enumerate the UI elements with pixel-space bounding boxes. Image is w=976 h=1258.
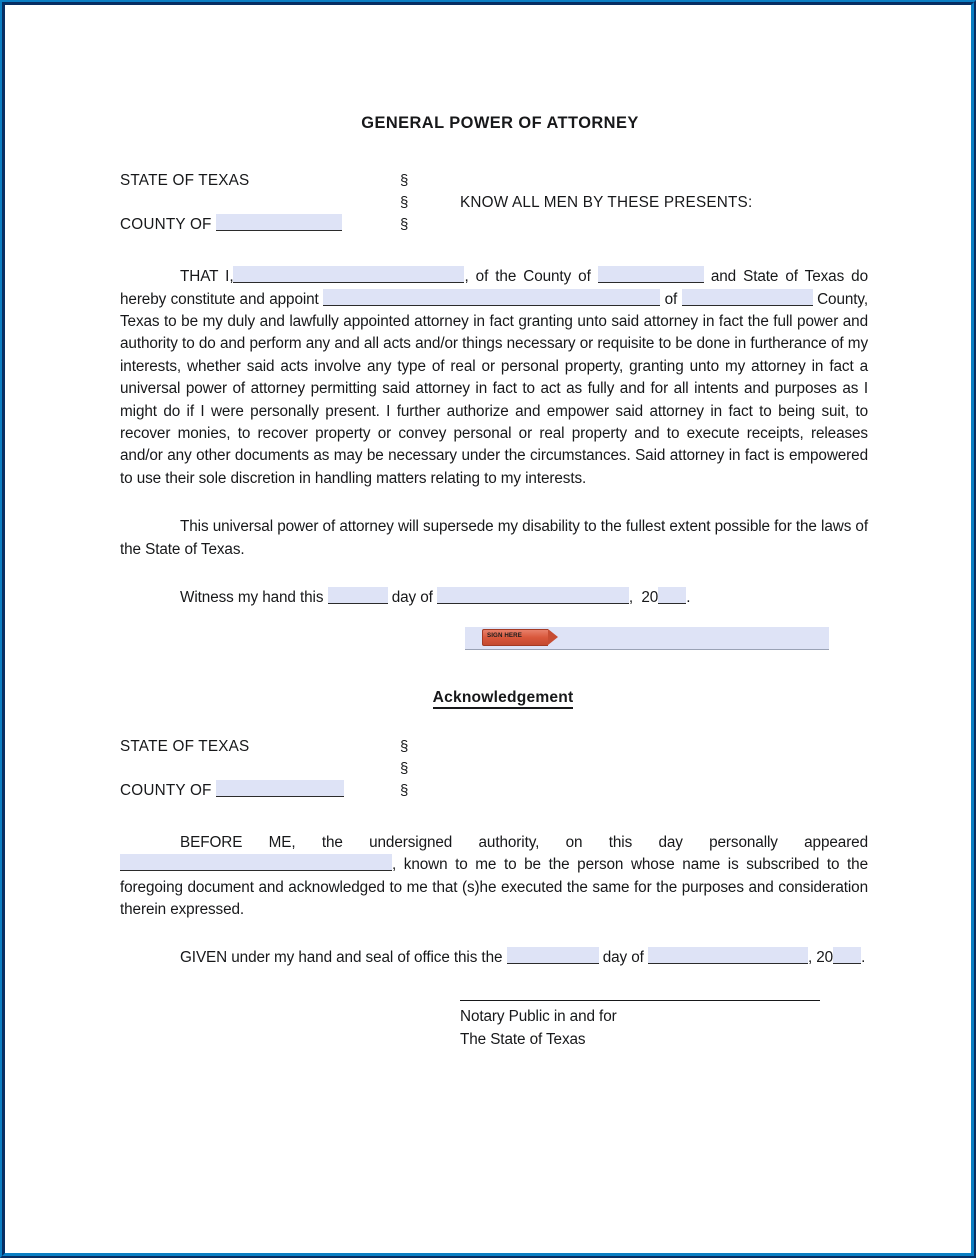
section-symbol: § (400, 194, 409, 212)
venue-blank-label (120, 192, 400, 214)
know-all-men-text: KNOW ALL MEN BY THESE PRESENTS: (460, 194, 753, 212)
witness-day-field[interactable] (328, 587, 388, 604)
witness-period: . (686, 589, 691, 607)
grant-body-text: County, Texas to be my duly and lawfully appointed attorney in fact granting unto said attorney in fact the full power and authority to do and perform any and all acts and/or things necessary or requisite to be done in furtherance of my interests, whether said acts involve any type of real or personal property, granting unto my attorney in fact a universal power of attorney permitting said attorney in fact to act as fully and for all intents and purposes as I might do if I were personally present. I further authorize and empower said attorney in fact to being suit, to recover monies, to recover property or convey personal or real property and to execute receipts, releases and/or any other documents as may be necessary under the circumstances. Said attorney in fact is empowered to use their sole discretion in handling matters relating to my interests. (120, 290, 868, 487)
grant-after-appointee-text: of (664, 290, 678, 308)
ack-venue-row-county (120, 780, 868, 802)
state-of-texas-label: STATE OF TEXAS (120, 172, 250, 190)
county-of-row (120, 214, 400, 236)
acknowledgement-heading-text: Acknowledgement (433, 689, 574, 709)
spacer (120, 710, 868, 736)
county-of-label: COUNTY OF (120, 216, 212, 234)
witness-day-of-text: day of (391, 589, 433, 607)
given-comma: , (807, 949, 817, 967)
page-title: GENERAL POWER OF ATTORNEY (361, 114, 639, 132)
section-symbol: § (400, 781, 409, 799)
notary-signature-block (120, 1000, 868, 1051)
given-day-field[interactable] (507, 947, 599, 964)
given-day-of-text: day of (602, 949, 644, 967)
given-paragraph (120, 947, 868, 969)
document-sheet (8, 8, 968, 1250)
section-symbol: § (400, 172, 409, 190)
grant-paragraph (120, 266, 868, 490)
signature-field[interactable] (465, 627, 829, 650)
spacer (120, 921, 868, 947)
spacer (120, 653, 868, 687)
ack-county-of-label: COUNTY OF (120, 781, 212, 799)
sign-here-tag-icon[interactable] (482, 629, 548, 646)
section-symbol: § (400, 737, 409, 755)
before-me-paragraph (120, 832, 868, 922)
given-year-field[interactable] (833, 947, 861, 964)
before-me-lead-text: BEFORE ME, the undersigned authority, on this day personally appeared (180, 833, 868, 851)
spacer (120, 246, 868, 266)
county-field[interactable] (216, 214, 342, 231)
attorney-county-field[interactable] (682, 289, 813, 306)
spacer (120, 490, 868, 516)
venue-row-county (120, 214, 868, 236)
signature-row (120, 627, 868, 653)
ack-state-of-texas-label: STATE OF TEXAS (120, 737, 250, 755)
sign-here-tag-label: SIGN HERE (487, 632, 522, 640)
witness-year-prefix: 20 (641, 589, 659, 607)
witness-lead-text: Witness my hand this (180, 589, 324, 607)
principal-county-field[interactable] (598, 266, 704, 283)
venue-row-state (120, 170, 868, 192)
given-lead-text: GIVEN under my hand and seal of office this the (180, 949, 503, 967)
ack-venue-row-state (120, 736, 868, 758)
grant-after-name-text: , of the County of (464, 268, 591, 286)
grant-after-county-text: and State of Texas do hereby constitute and appoint (120, 268, 868, 308)
attorney-in-fact-name-field[interactable] (323, 289, 660, 306)
witness-month-field[interactable] (437, 587, 629, 604)
supersede-paragraph: This universal power of attorney will supersede my disability to the fullest extent possible for the laws of the State of Texas. (120, 518, 868, 558)
section-symbol: § (400, 759, 409, 777)
know-all-men-spacer (460, 170, 464, 192)
spacer (120, 561, 868, 587)
venue-row-middle (120, 192, 868, 214)
ack-county-field[interactable] (216, 780, 344, 797)
given-period: . (861, 949, 866, 967)
witness-year-field[interactable] (658, 587, 686, 604)
given-year-prefix: 20 (816, 949, 834, 967)
ack-venue-blank-label (120, 758, 400, 780)
spacer (120, 812, 868, 832)
ack-venue-row-middle (120, 758, 868, 780)
venue-block (120, 170, 868, 236)
notary-signature-rule[interactable] (460, 1000, 820, 1001)
acknowledgement-heading (120, 687, 868, 709)
witness-line (120, 587, 868, 609)
before-me-rest-text: , known to me to be the person whose name is subscribed to the foregoing document and acknowledged to me that (s)he executed the same for the purposes and consideration therein expressed. (120, 856, 868, 918)
witness-comma: , (628, 589, 642, 607)
acknowledgement-venue-block (120, 736, 868, 802)
notary-public-line2: The State of Texas (460, 1030, 586, 1048)
document-body (120, 112, 868, 1051)
venue-row-county-spacer (460, 214, 464, 236)
section-symbol: § (400, 216, 409, 234)
given-month-field[interactable] (648, 947, 808, 964)
appearing-person-name-field[interactable] (120, 854, 392, 871)
grant-lead-text: THAT I, (180, 268, 234, 286)
ack-county-of-row (120, 780, 400, 802)
principal-name-field[interactable] (233, 266, 464, 283)
notary-public-line1: Notary Public in and for (460, 1007, 617, 1025)
